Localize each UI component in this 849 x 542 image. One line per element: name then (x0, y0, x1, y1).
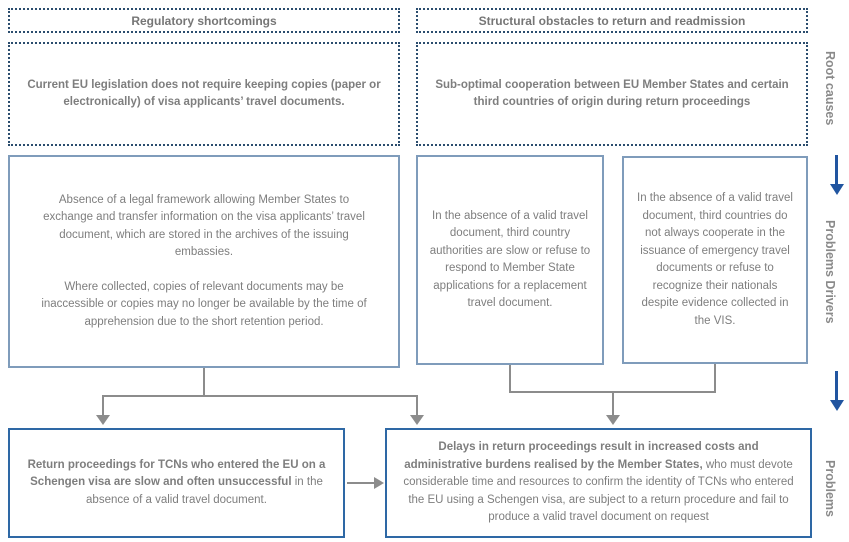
problem-left-text (26, 457, 327, 510)
rail-arrow-2-head (830, 400, 844, 411)
driver-left-paragraph-2: Where collected, copies of relevant documents may be inaccessible or copies may no longer be available by the time of apprehension due to the short retention period. (41, 280, 367, 328)
root-cause-left-text: Current EU legislation does not require keeping copies (paper or electronically) of visa applicants’ travel documents. (27, 79, 381, 108)
root-cause-right-box (416, 42, 808, 146)
header-left-label: Regulatory shortcomings (131, 13, 277, 28)
rail-arrow-down-2 (829, 371, 844, 411)
arrowhead-down-to-problem-right-b (606, 415, 620, 425)
rail-label-problems-drivers: Problems Drivers (823, 220, 837, 324)
arrowhead-down-to-problem-right-a (410, 415, 424, 425)
rail-label-problems: Problems (823, 459, 837, 517)
connector-left-branch-b (416, 395, 418, 416)
rail-arrow-2-shaft (835, 371, 838, 400)
problem-right-bold: Delays in return proceedings result in increased costs and administrative burdens realised by the Member States, (404, 441, 759, 471)
driver-right-box (622, 156, 808, 364)
connector-problem-left-to-right (347, 482, 375, 484)
driver-left-paragraph-1: Absence of a legal framework allowing Member States to exchange and transfer information on the visa applicants’ travel document, which are stored in the archives of the issuing embassies. (43, 193, 365, 259)
connector-driver-left-down (203, 368, 205, 396)
arrowhead-down-to-problem-left (96, 415, 110, 425)
driver-middle-text: In the absence of a valid travel document, third country authorities are slow or refuse to respond to Member State applications for a replacement travel document. (429, 209, 591, 309)
connector-left-horizontal (102, 395, 418, 397)
rail-label-root-causes: Root causes (823, 50, 837, 126)
connector-left-branch-a (102, 395, 104, 416)
rail-arrow-1-shaft (835, 155, 838, 184)
problem-right-rest: who must devote considerable time and resources to confirm the identity of TCNs who entered the EU using a Schengen visa, are subject to a return procedure and fail to produce a valid travel document on request (403, 458, 794, 524)
problem-left-rest: in the absence of a valid travel document. (86, 476, 323, 506)
rail-arrow-1-head (830, 184, 844, 195)
connector-driver-middle-down (509, 365, 511, 393)
header-right-label: Structural obstacles to return and readmission (478, 13, 746, 28)
driver-right-text: In the absence of a valid travel document, third countries do not always cooperate in the issuance of emergency travel documents or refuse to recognize their nationals despite evidence collected in the VIS. (637, 192, 793, 327)
driver-left-box (8, 155, 400, 368)
connector-driver-right-down (714, 364, 716, 393)
problem-left-box (8, 428, 345, 538)
root-cause-right-text: Sub-optimal cooperation between EU Member States and certain third countries of origin during return proceedings (435, 79, 789, 108)
header-structural-obstacles (416, 8, 808, 33)
rail-arrow-down-1 (829, 155, 844, 195)
problem-right-text (401, 439, 796, 527)
connector-right-merge-down (612, 391, 614, 416)
arrowhead-right-to-problem-right (374, 477, 384, 489)
problem-right-box (385, 428, 812, 538)
problem-left-bold: Return proceedings for TCNs who entered the EU on a Schengen visa are slow and often unsuccessful (27, 458, 326, 489)
header-regulatory-shortcomings (8, 8, 400, 33)
root-cause-left-box (8, 42, 400, 146)
driver-middle-box (416, 155, 604, 365)
